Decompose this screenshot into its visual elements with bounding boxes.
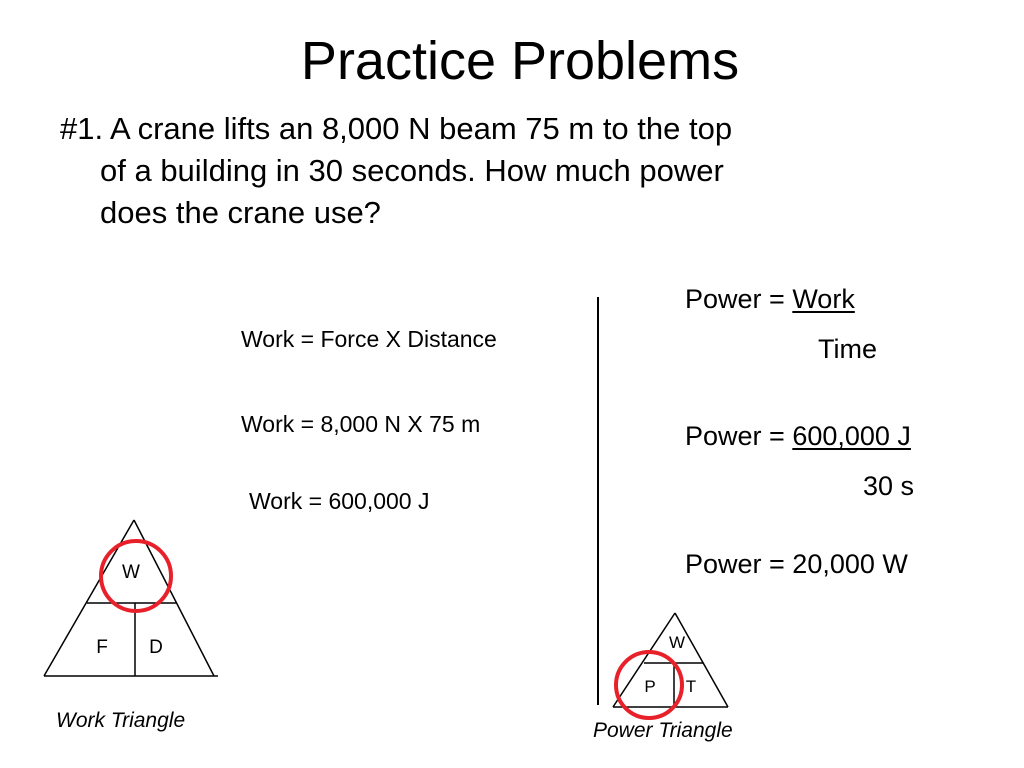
work-triangle-diagram <box>30 510 230 685</box>
power-triangle-top-label: W <box>668 633 686 652</box>
power-formula-numerator: Work <box>792 284 855 314</box>
power-triangle-diagram <box>600 605 740 720</box>
power-sub-denominator: 30 s <box>863 471 915 501</box>
power-triangle-left-label: P <box>644 677 656 696</box>
work-result: Work = 600,000 J <box>249 488 430 514</box>
work-triangle-left-label: F <box>96 637 108 658</box>
power-formula-denominator: Time <box>818 334 877 364</box>
problem-statement <box>60 108 960 234</box>
power-result: Power = 20,000 W <box>685 549 908 579</box>
power-formula <box>685 284 855 315</box>
problem-line-2: of a building in 30 seconds. How much power <box>100 153 724 188</box>
power-formula-prefix: Power = <box>685 284 793 314</box>
power-triangle-right-label: T <box>685 677 697 696</box>
work-triangle-top-label: W <box>122 562 140 583</box>
column-divider <box>597 297 599 705</box>
work-triangle-right-label: D <box>149 637 163 658</box>
slide-title: Practice Problems <box>300 31 740 91</box>
work-triangle-caption: Work Triangle <box>56 709 186 732</box>
power-triangle-caption: Power Triangle <box>593 719 733 742</box>
problem-line-1: #1. A crane lifts an 8,000 N beam 75 m to the top <box>60 111 733 146</box>
power-sub-prefix: Power = <box>685 421 793 451</box>
work-substitution: Work = 8,000 N X 75 m <box>241 411 481 437</box>
work-formula: Work = Force X Distance <box>241 326 497 352</box>
power-substitution <box>685 421 911 452</box>
problem-line-3: does the crane use? <box>100 195 381 230</box>
power-sub-numerator: 600,000 J <box>792 421 911 451</box>
